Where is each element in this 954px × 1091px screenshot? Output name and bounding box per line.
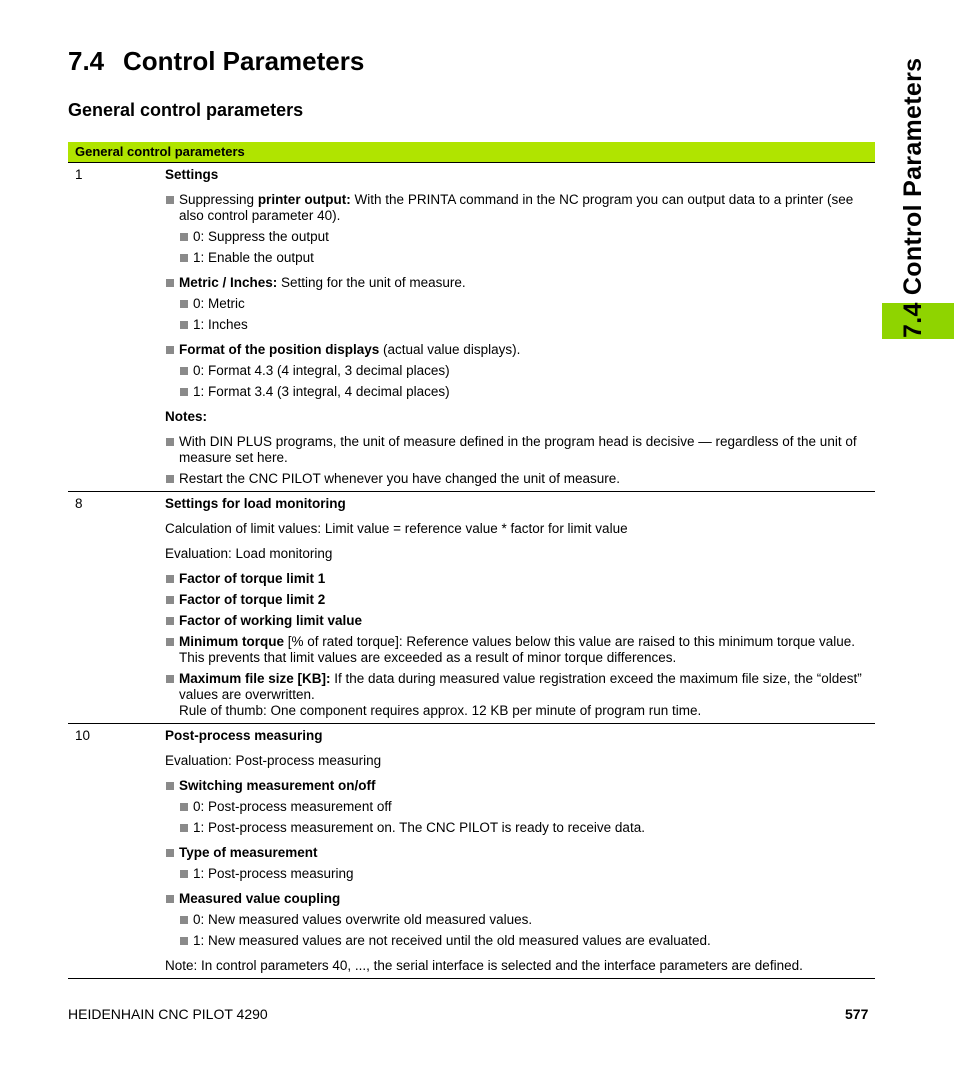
table-row xyxy=(68,724,875,979)
list-item xyxy=(165,671,875,719)
list-item xyxy=(165,342,875,358)
row-title: Settings for load monitoring xyxy=(165,496,346,511)
row-content xyxy=(165,492,875,723)
item-bold: Maximum file size [KB]: xyxy=(179,671,331,686)
sub-list-item: 0: Metric xyxy=(165,296,875,312)
parameters-table xyxy=(68,142,875,979)
item-bold: Metric / Inches: xyxy=(179,275,278,290)
paragraph: Evaluation: Post-process measuring xyxy=(165,753,382,768)
sub-list-item: 0: New measured values overwrite old measured values. xyxy=(165,912,875,928)
section-heading xyxy=(68,46,364,77)
sub-list-item: 1: Post-process measurement on. The CNC PILOT is ready to receive data. xyxy=(165,820,875,836)
sub-list-item: 0: Suppress the output xyxy=(165,229,875,245)
item-text: If the data during measured value registration exceed the maximum file size, the “oldest” values are overwritten. xyxy=(179,671,862,702)
list-item: Factor of torque limit 1 xyxy=(165,571,875,587)
item-bold: printer output: xyxy=(257,192,351,207)
page-number: 577 xyxy=(845,1006,869,1022)
paragraph: Calculation of limit values: Limit value = reference value * factor for limit value xyxy=(165,521,628,536)
sub-list-item: 0: Format 4.3 (4 integral, 3 decimal places) xyxy=(165,363,875,379)
row-number: 8 xyxy=(75,496,83,511)
sub-list-item: 1: Post-process measuring xyxy=(165,866,875,882)
item-text: (actual value displays). xyxy=(379,342,521,357)
list-item: Switching measurement on/off xyxy=(165,778,875,794)
item-text: [% of rated torque]: Reference values below this value are raised to this minimum torque value. This prevents that limit values are exceeded as a result of minor torque differences. xyxy=(179,634,856,665)
item-text: With the PRINTA command in the NC program you can output data to a printer (see also control parameter 40). xyxy=(179,192,854,223)
list-item xyxy=(165,634,875,666)
row-title: Settings xyxy=(165,167,219,182)
row-content xyxy=(165,724,875,978)
row-title: Post-process measuring xyxy=(165,728,323,743)
table-header: General control parameters xyxy=(68,142,875,163)
row-content xyxy=(165,163,875,491)
sub-list-item: 0: Post-process measurement off xyxy=(165,799,875,815)
item-text: Rule of thumb: One component requires approx. 12 KB per minute of program run time. xyxy=(179,703,702,718)
list-item xyxy=(165,275,875,291)
list-item: Type of measurement xyxy=(165,845,875,861)
side-tab-label: 7.4 Control Parameters xyxy=(899,57,927,338)
sub-list-item: 1: Enable the output xyxy=(165,250,875,266)
item-text: Suppressing xyxy=(179,192,258,207)
sub-list-item: 1: New measured values are not received until the old measured values are evaluated. xyxy=(165,933,875,949)
item-bold: Minimum torque xyxy=(179,634,284,649)
sub-list-item: 1: Format 3.4 (3 integral, 4 decimal places) xyxy=(165,384,875,400)
list-item: Factor of torque limit 2 xyxy=(165,592,875,608)
row-number: 1 xyxy=(75,167,83,182)
item-text: Setting for the unit of measure. xyxy=(277,275,466,290)
sub-list-item: 1: Inches xyxy=(165,317,875,333)
section-number: 7.4 xyxy=(68,46,105,76)
list-item: Measured value coupling xyxy=(165,891,875,907)
table-row xyxy=(68,492,875,724)
list-item xyxy=(165,192,875,224)
subsection-heading: General control parameters xyxy=(68,100,304,120)
table-row xyxy=(68,163,875,492)
paragraph: Evaluation: Load monitoring xyxy=(165,546,333,561)
section-title: Control Parameters xyxy=(123,46,365,76)
note-item: With DIN PLUS programs, the unit of measure defined in the program head is decisive — regardless of the unit of measure set here. xyxy=(165,434,875,466)
note-item: Restart the CNC PILOT whenever you have changed the unit of measure. xyxy=(165,471,875,487)
item-bold: Format of the position displays xyxy=(179,342,380,357)
notes-label: Notes: xyxy=(165,409,208,424)
list-item: Factor of working limit value xyxy=(165,613,875,629)
footer-product: HEIDENHAIN CNC PILOT 4290 xyxy=(68,1006,268,1022)
note: Note: In control parameters 40, ..., the serial interface is selected and the interface parameters are defined. xyxy=(165,958,803,973)
row-number: 10 xyxy=(75,728,91,743)
